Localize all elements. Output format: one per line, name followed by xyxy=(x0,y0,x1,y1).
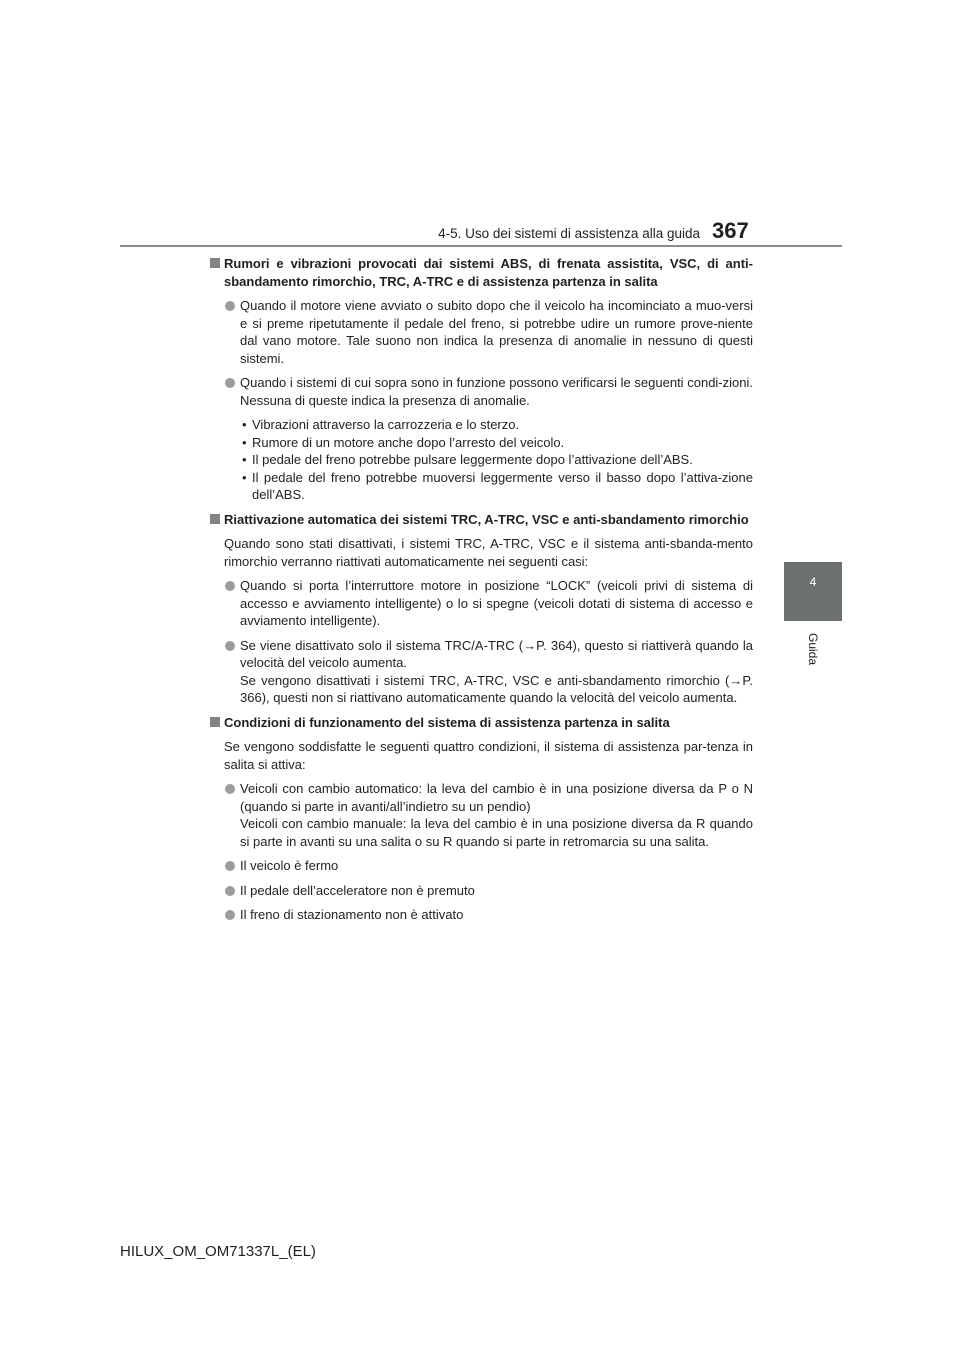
bullet-item xyxy=(209,780,753,850)
section-heading-text: Rumori e vibrazioni provocati dai sistemi ABS, di frenata assistita, VSC, di anti-sbandamento rimorchio, TRC, A-TRC e di assistenza partenza in salita xyxy=(224,256,753,289)
bullet-item xyxy=(209,906,753,924)
section-heading xyxy=(209,255,753,290)
page-content xyxy=(209,255,753,931)
sub-bullet-marker: • xyxy=(242,469,247,485)
square-bullet-icon xyxy=(210,717,220,727)
bullet-text: Il pedale dell’acceleratore non è premuto xyxy=(240,882,475,898)
bullet-text: Se viene disattivato solo il sistema TRC/A-TRC (→P. 364), questo si riattiverà quando la velocità del veicolo aumenta. xyxy=(240,637,753,670)
chapter-tab xyxy=(784,562,842,621)
bullet-item xyxy=(209,882,753,900)
circle-bullet-icon xyxy=(225,301,235,311)
bullet-text: Quando si porta l’interruttore motore in posizione “LOCK” (veicoli privi di sistema di accesso e avviamento intelligente) o lo si spegne (veicoli dotati di sistema di accesso e avviamento intelligente). xyxy=(240,578,753,628)
circle-bullet-icon xyxy=(225,861,235,871)
bullet-item xyxy=(209,374,753,409)
bullet-text: Il freno di stazionamento non è attivato xyxy=(240,907,464,922)
chapter-tab-label xyxy=(803,630,823,670)
sub-list-text: Rumore di un motore anche dopo l’arresto del veicolo. xyxy=(252,434,565,450)
square-bullet-icon xyxy=(210,258,220,268)
page-number: 367 xyxy=(712,218,749,243)
circle-bullet-icon xyxy=(225,378,235,388)
sub-list-item xyxy=(209,451,753,469)
section-heading xyxy=(209,714,753,732)
circle-bullet-icon xyxy=(225,886,235,896)
bullet-item xyxy=(209,637,753,707)
bullet-text: Veicoli con cambio automatico: la leva del cambio è in una posizione diversa da P o N (quando si parte in avanti/all’indietro su un pendio) xyxy=(240,781,753,814)
sub-list-text: Il pedale del freno potrebbe pulsare leggermente dopo l’attivazione dell’ABS. xyxy=(252,452,693,467)
circle-bullet-icon xyxy=(225,910,235,920)
bullet-item xyxy=(209,857,753,875)
sub-list-text: Vibrazioni attraverso la carrozzeria e lo sterzo. xyxy=(252,417,520,432)
bullet-text: Se vengono disattivati i sistemi TRC, A-TRC, VSC e anti-sbandamento rimorchio (→P. 366), questi non si riattivano automaticamente quando la velocità del veicolo aumenta. xyxy=(240,672,753,705)
bullet-item xyxy=(209,577,753,630)
chapter-tab-number: 4 xyxy=(809,575,817,589)
header-rule xyxy=(120,245,842,247)
sub-list-text: Il pedale del freno potrebbe muoversi leggermente verso il basso dopo l’attiva-zione dell’ABS. xyxy=(252,469,753,502)
bullet-item xyxy=(209,297,753,367)
chapter-tab-label-text: Guida xyxy=(806,632,820,666)
sub-bullet-marker: • xyxy=(242,417,247,432)
sub-list-item xyxy=(209,434,753,452)
circle-bullet-icon xyxy=(225,784,235,794)
bullet-text: Quando il motore viene avviato o subito dopo che il veicolo ha incominciato a muo-versi e si preme ripetutamente il pedale del freno, si potrebbe udire un rumore prove-niente dal vano motore. Tale suono non indica la presenza di anomalie in nessuno di questi sistemi. xyxy=(240,298,753,366)
running-header-section: 4-5. Uso dei sistemi di assistenza alla guida xyxy=(438,226,700,241)
sub-list xyxy=(209,416,753,504)
section-heading-text: Riattivazione automatica dei sistemi TRC, A-TRC, VSC e anti-sbandamento rimorchio xyxy=(224,511,749,527)
section-heading xyxy=(209,511,753,529)
document-code: HILUX_OM_OM71337L_(EL) xyxy=(120,1243,316,1260)
square-bullet-icon xyxy=(210,514,220,524)
bullet-text: Quando i sistemi di cui sopra sono in funzione possono verificarsi le seguenti condi-zioni. Nessuna di queste indica la presenza di anomalie. xyxy=(240,375,753,408)
circle-bullet-icon xyxy=(225,581,235,591)
section-heading-text: Condizioni di funzionamento del sistema di assistenza partenza in salita xyxy=(224,714,670,730)
sub-bullet-marker: • xyxy=(242,452,247,467)
section-intro: Quando sono stati disattivati, i sistemi TRC, A-TRC, VSC e il sistema anti-sbanda-mento rimorchio verranno riattivati automaticamente nei seguenti casi: xyxy=(224,536,753,569)
sub-list-item xyxy=(209,469,753,504)
bullet-text: Veicoli con cambio manuale: la leva del cambio è in una posizione diversa da R quando si parte in avanti su una salita o su R quando si parte in retromarcia su una salita. xyxy=(240,816,753,849)
bullet-text: Il veicolo è fermo xyxy=(240,858,339,873)
sub-bullet-marker: • xyxy=(242,434,247,450)
sub-list-item xyxy=(209,416,753,434)
circle-bullet-icon xyxy=(225,641,235,651)
section-intro: Se vengono soddisfatte le seguenti quattro condizioni, il sistema di assistenza par-tenza in salita si attiva: xyxy=(224,739,753,772)
